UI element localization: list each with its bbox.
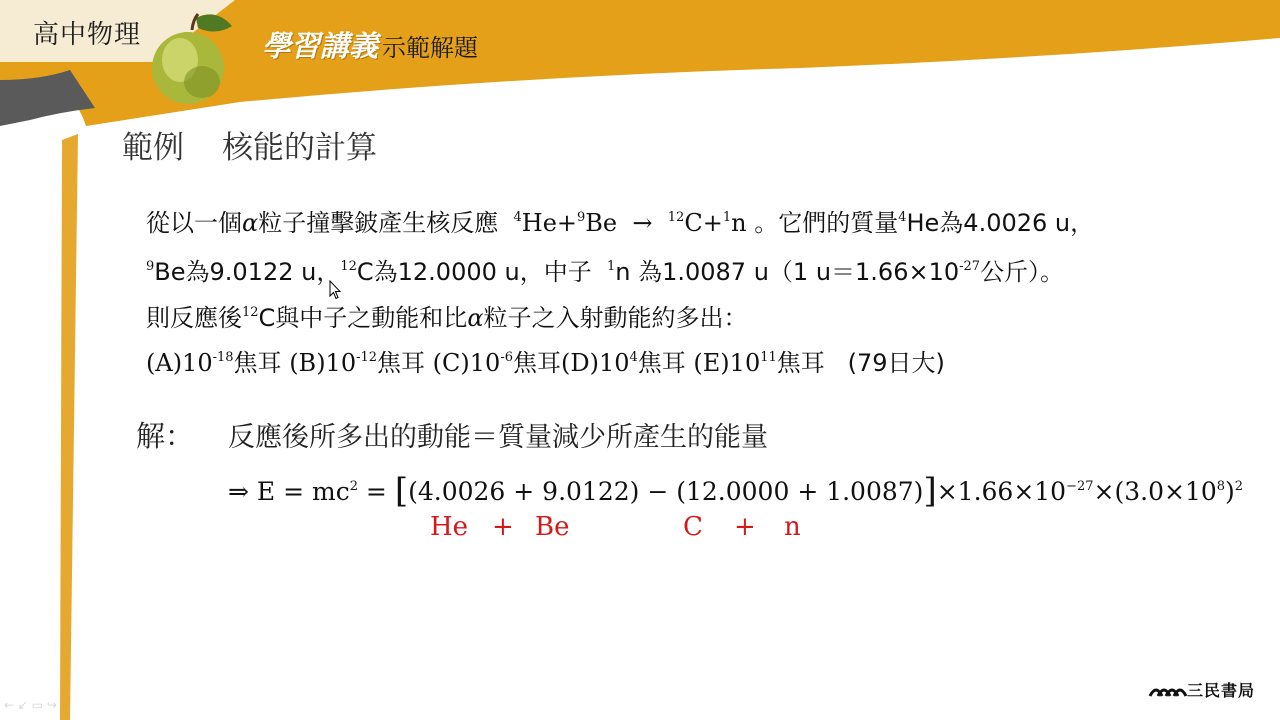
exponent: 8: [1216, 479, 1226, 494]
mass-number: 4: [898, 210, 907, 225]
solution-statement: 反應後所多出的動能＝質量減少所產生的能量: [228, 422, 768, 453]
publisher-name: 三民書局: [1187, 681, 1256, 700]
problem-text: 則反應後: [146, 304, 242, 332]
option-d: $(D)10^4$焦耳: [560, 349, 686, 377]
mass-number: 1: [722, 210, 732, 225]
arrow-icon: →: [632, 209, 653, 237]
exponent: 2: [1234, 479, 1244, 494]
mass-value: C為12.0000 u，中子: [356, 258, 592, 286]
banner-main-title: 學習講義: [262, 29, 379, 63]
mass-number: 12: [667, 210, 685, 225]
mass-number: 9: [577, 210, 586, 225]
equation-part: =: [357, 477, 395, 506]
example-heading: [122, 122, 377, 167]
problem-text: C與中子之動能和比: [258, 304, 468, 332]
problem-text: 粒子之入射動能約多出：: [483, 304, 748, 332]
mass-number: 4: [513, 210, 522, 225]
banner-subtitle: 示範解題: [382, 34, 479, 62]
alpha-symbol: α: [467, 304, 484, 332]
solution-label: 解：: [136, 419, 195, 453]
bracket: [: [394, 471, 409, 511]
annotation-be: Be: [535, 512, 570, 542]
exponent: −27: [1066, 479, 1094, 494]
nuclide: C+: [684, 209, 723, 237]
exponent: 2: [349, 479, 358, 494]
alpha-symbol: α: [242, 209, 259, 237]
problem-text: 。它們的質量: [754, 209, 899, 237]
equation-part: ×1.66×10: [936, 477, 1067, 506]
mass-number: 1: [606, 259, 616, 274]
nuclide: n: [731, 209, 747, 237]
problem-text: 粒子撞擊鈹產生核反應: [258, 209, 499, 237]
solution-equation: [228, 471, 1243, 511]
option-b: $(B)10^{-12}$焦耳: [289, 349, 426, 377]
publisher-logo-icon: [1148, 676, 1188, 698]
annotation-he: He: [430, 512, 469, 542]
question-source: (79日大): [847, 349, 945, 377]
equation-part: ×(3.0×10: [1093, 477, 1217, 506]
mass-number: 9: [146, 259, 155, 274]
annotation-c: C: [683, 512, 703, 542]
equation-part: ): [1225, 477, 1235, 506]
nuclide: He+: [521, 209, 578, 237]
answer-options: [146, 343, 945, 378]
equation-part: ⇒ E = mc: [228, 477, 350, 506]
nuclide: Be: [585, 209, 618, 237]
example-label: 範例: [122, 130, 184, 166]
mass-number: 12: [242, 305, 259, 320]
banner: [262, 24, 478, 65]
exponent: -27: [959, 259, 981, 274]
annotation-plus: +: [734, 512, 756, 542]
slide-nav-controls[interactable]: ← ↙ ▭ ↪: [4, 698, 57, 712]
mass-value: Be為9.0122 u，: [154, 258, 341, 286]
option-e: $(E)10^{11}$焦耳: [693, 349, 825, 377]
equation-part: (4.0026 + 9.0122) − (12.0000 + 1.0087): [408, 477, 924, 506]
mass-number: 12: [340, 259, 357, 274]
problem-text: 從以一個: [146, 209, 242, 237]
apple-icon: [146, 12, 236, 107]
annotation-plus: +: [492, 512, 514, 542]
bracket: ]: [923, 471, 937, 511]
problem-line-3: [146, 298, 748, 333]
annotation-n: n: [784, 512, 801, 542]
mass-value: n 為1.0087 u（1 u＝1.66×10: [615, 258, 960, 286]
mass-value: He為4.0026 u，: [906, 209, 1095, 237]
mouse-cursor-icon: [329, 280, 341, 300]
example-title: 核能的計算: [222, 130, 377, 166]
subject-title: 高中物理: [33, 20, 142, 50]
problem-line-1: [146, 203, 1094, 238]
option-a: $(A)10^{-18}$焦耳: [146, 349, 282, 377]
problem-line-2: [146, 252, 1064, 287]
unit-text: 公斤）。: [980, 258, 1065, 286]
option-c: $(C)10^{-6}$焦耳: [432, 349, 561, 377]
